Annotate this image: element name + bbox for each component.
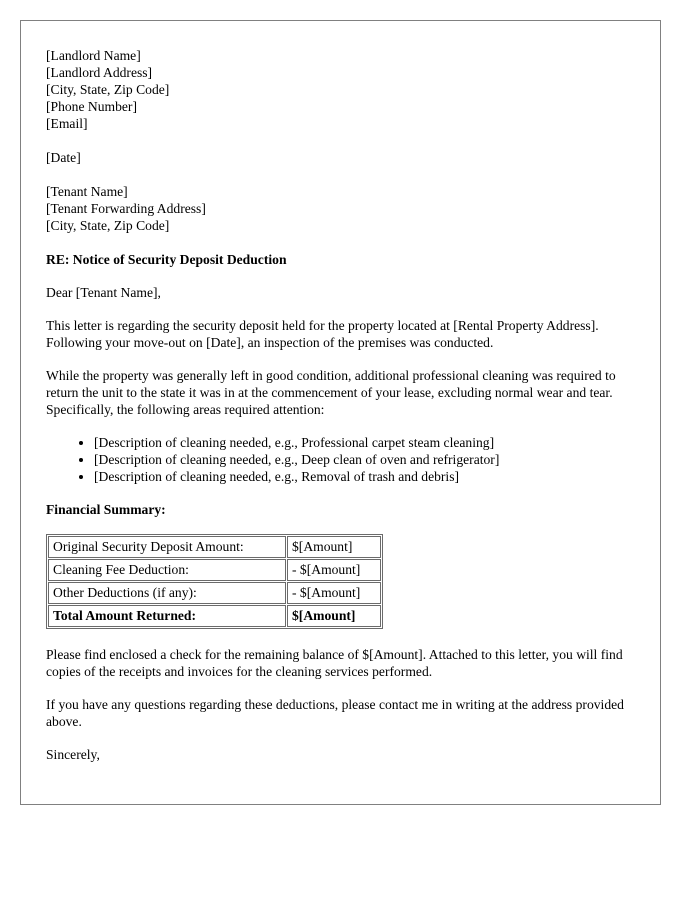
recipient-address-line: [City, State, Zip Code]	[46, 218, 170, 233]
list-item: • [Description of cleaning needed, e.g., Deep clean of oven and refrigerator]	[94, 451, 635, 468]
date-block	[46, 149, 635, 166]
recipient-address-block	[46, 183, 635, 234]
subject-line: RE: Notice of Security Deposit Deduction	[46, 252, 287, 267]
table-cell-label: Other Deductions (if any):	[48, 582, 286, 604]
table-row	[48, 582, 381, 604]
body-paragraph-4: If you have any questions regarding these deductions, please contact me in writing at the address provided above.	[46, 697, 624, 729]
document-page	[20, 20, 661, 805]
letter-body	[21, 21, 660, 763]
recipient-address-line: [Tenant Forwarding Address]	[46, 201, 206, 216]
financial-summary-heading: Financial Summary:	[46, 502, 166, 517]
list-item: • [Description of cleaning needed, e.g., Removal of trash and debris]	[94, 468, 635, 485]
table-row-total	[48, 605, 381, 627]
sender-address-block	[46, 47, 635, 132]
table-row	[48, 559, 381, 581]
list-item: • [Description of cleaning needed, e.g., Professional carpet steam cleaning]	[94, 434, 635, 451]
table-cell-label: Original Security Deposit Amount:	[48, 536, 286, 558]
recipient-address-line: [Tenant Name]	[46, 184, 128, 199]
sender-address-line: [City, State, Zip Code]	[46, 82, 170, 97]
body-paragraph-2: While the property was generally left in good condition, additional professional cleaning was required to return the unit to the state it was in at the commencement of your lease, excluding normal wear and tear. Specifically, the following areas required attention:	[46, 368, 616, 417]
table-cell-value: - $[Amount]	[287, 582, 381, 604]
table-cell-label: Total Amount Returned:	[48, 605, 286, 627]
sender-address-line: [Landlord Address]	[46, 65, 153, 80]
date-line: [Date]	[46, 150, 81, 165]
sender-address-line: [Email]	[46, 116, 88, 131]
body-paragraph-3: Please find enclosed a check for the remaining balance of $[Amount]. Attached to this letter, you will find copies of the receipts and invoices for the cleaning services performed.	[46, 647, 623, 679]
cleaning-items-list	[46, 434, 635, 485]
salutation: Dear [Tenant Name],	[46, 285, 161, 300]
table-cell-value: $[Amount]	[287, 605, 381, 627]
sender-address-line: [Phone Number]	[46, 99, 137, 114]
table-row	[48, 536, 381, 558]
table-cell-value: - $[Amount]	[287, 559, 381, 581]
closing-line: Sincerely,	[46, 747, 100, 762]
table-cell-value: $[Amount]	[287, 536, 381, 558]
financial-summary-table	[46, 534, 383, 629]
body-paragraph-1: This letter is regarding the security deposit held for the property located at [Rental Property Address]. Following your move-out on [Date], an inspection of the premises was conducted.	[46, 318, 599, 350]
sender-address-line: [Landlord Name]	[46, 48, 141, 63]
table-cell-label: Cleaning Fee Deduction:	[48, 559, 286, 581]
